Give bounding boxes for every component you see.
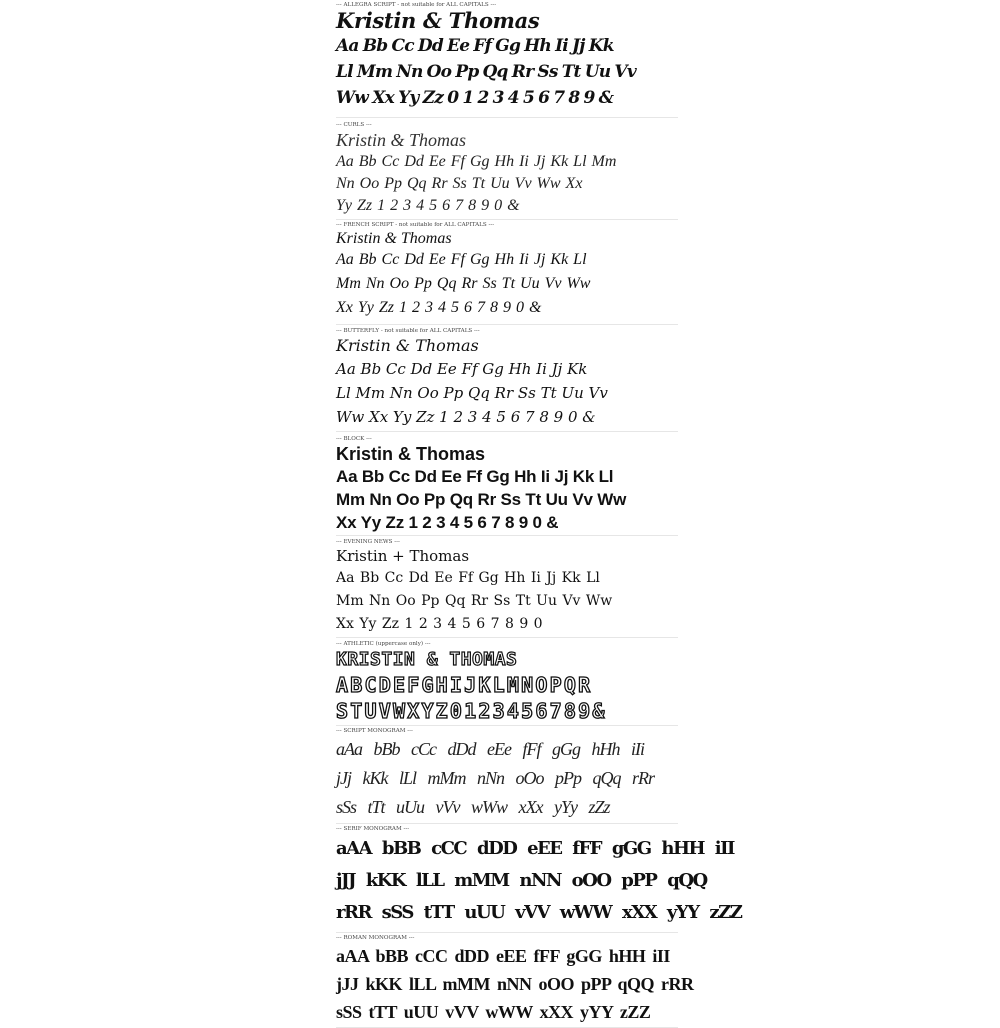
font-section-roman-monogram (336, 933, 694, 1028)
font-label: --- ATHLETIC (uppercase only) --- (336, 641, 431, 647)
alphabet-row: Mm Nn Oo Pp Qq Rr Ss Tt Uu Vv Ww (336, 275, 591, 292)
font-label: --- ROMAN MONOGRAM --- (336, 935, 415, 941)
monogram-row: aAA bBB cCC dDD eEE fFF gGG hHH iII (336, 946, 670, 966)
monogram-row: jJJ kKK lLL mMM nNN oOO pPP qQQ rRR (336, 974, 694, 994)
name-sample: Kristin & Thomas (336, 336, 479, 355)
alphabet-row: Nn Oo Pp Qq Rr Ss Tt Uu Vv Ww Xx (336, 175, 583, 192)
font-section-athletic (336, 638, 678, 726)
monogram-row: jJJ kKK lLL mMM nNN oOO pPP qQQ (336, 870, 707, 891)
alphabet-row: Ll Mm Nn Oo Pp Qq Rr Ss Tt Uu Vv (336, 62, 636, 82)
font-section-french-script (336, 220, 678, 325)
font-label: --- ALLEGRA SCRIPT - not suitable for ALL CAPITALS --- (336, 2, 497, 8)
name-sample: Kristin & Thomas (336, 444, 486, 464)
font-label: --- BUTTERFLY - not suitable for ALL CAPITALS --- (336, 328, 480, 334)
alphabet-row: Xx Yy Zz 1 2 3 4 5 6 7 8 9 0 & (336, 299, 542, 316)
alphabet-row: Ll Mm Nn Oo Pp Qq Rr Ss Tt Uu Vv (336, 384, 608, 402)
monogram-row: rRR sSS tTT uUU vVV wWW xXX yYY zZZ (336, 902, 742, 923)
font-label: --- BLOCK --- (336, 436, 372, 442)
font-label: --- SERIF MONOGRAM --- (336, 826, 410, 832)
alphabet-row: STUVWXYZ0123456789& (336, 699, 607, 723)
name-sample: KRISTIN & THOMAS (336, 649, 518, 670)
monogram-row: sSs tTt uUu vVv wWw xXx yYy zZz (336, 797, 610, 817)
alphabet-row: Xx Yy Zz 1 2 3 4 5 6 7 8 9 0 (336, 616, 543, 632)
alphabet-row: Ww Xx Yy Zz 1 2 3 4 5 6 7 8 9 0 & (336, 408, 596, 426)
font-section-serif-monogram (336, 824, 742, 933)
monogram-row: sSS tTT uUU vVV wWW xXX yYY zZZ (336, 1002, 651, 1022)
font-section-curls (336, 118, 678, 220)
alphabet-row: Aa Bb Cc Dd Ee Ff Gg Hh Ii Jj Kk (336, 360, 588, 378)
alphabet-row: Aa Bb Cc Dd Ee Ff Gg Hh Ii Jj Kk Ll (336, 467, 614, 486)
font-section-butterfly (336, 325, 678, 432)
font-section-evening-news (336, 536, 678, 638)
alphabet-row: Mm Nn Oo Pp Qq Rr Ss Tt Uu Vv Ww (336, 593, 613, 609)
alphabet-row: Mm Nn Oo Pp Qq Rr Ss Tt Uu Vv Ww (336, 490, 627, 509)
font-section-allegra-script (336, 0, 678, 118)
monogram-row: jJj kKk lLl mMm nNn oOo pPp qQq rRr (336, 768, 654, 788)
alphabet-row: Ww Xx Yy Zz 0 1 2 3 4 5 6 7 8 9 & (336, 88, 614, 108)
alphabet-row: Aa Bb Cc Dd Ee Ff Gg Hh Ii Jj Kk Ll Mm (336, 153, 617, 170)
font-section-block (336, 432, 678, 536)
name-sample: Kristin & Thomas (336, 8, 540, 33)
name-sample: Kristin & Thomas (336, 130, 467, 150)
alphabet-row: Yy Zz 1 2 3 4 5 6 7 8 9 0 & (336, 197, 520, 214)
monogram-row: aAA bBB cCC dDD eEE fFF gGG hHH iII (336, 838, 734, 859)
font-section-script-monogram (336, 726, 678, 824)
font-label: --- FRENCH SCRIPT - not suitable for ALL CAPITALS --- (336, 222, 495, 228)
alphabet-row: Xx Yy Zz 1 2 3 4 5 6 7 8 9 0 & (336, 513, 559, 532)
font-label: --- CURLS --- (336, 122, 372, 128)
name-sample: Kristin & Thomas (336, 230, 452, 247)
alphabet-row: Aa Bb Cc Dd Ee Ff Gg Hh Ii Jj Kk (336, 36, 614, 56)
font-label: --- EVENING NEWS --- (336, 539, 400, 545)
alphabet-row: Aa Bb Cc Dd Ee Ff Gg Hh Ii Jj Kk Ll (336, 570, 600, 586)
font-label: --- SCRIPT MONOGRAM --- (336, 728, 413, 734)
font-sample-sheet (336, 0, 742, 1028)
monogram-row: aAa bBb cCc dDd eEe fFf gGg hHh iIi (336, 739, 644, 759)
name-sample: Kristin + Thomas (336, 547, 470, 565)
alphabet-row: ABCDEFGHIJKLMNOPQR (336, 673, 593, 697)
alphabet-row: Aa Bb Cc Dd Ee Ff Gg Hh Ii Jj Kk Ll (336, 251, 587, 268)
